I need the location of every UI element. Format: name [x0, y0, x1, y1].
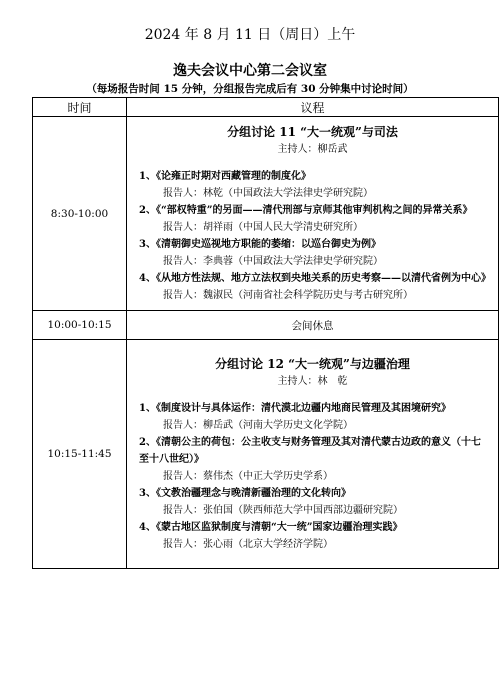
col-header-time: 时间 — [33, 98, 127, 117]
session-agenda — [127, 117, 499, 311]
session-agenda — [127, 340, 499, 569]
paper-presenter: 报告人：胡祥雨（中国人民大学清史研究所） — [163, 222, 363, 233]
paper-title: 3、《清朝御史巡视地方职能的萎缩：以巡台御史为例》 — [139, 239, 381, 250]
session-title: 分组讨论 11 “大一统观”与司法 — [227, 125, 398, 139]
venue-heading: 逸夫会议中心第二会议室 — [173, 63, 327, 79]
paper-presenter: 报告人：魏淑民（河南省社会科学院历史与考古研究所） — [163, 290, 413, 301]
paper-presenter: 报告人：李典蓉（中国政法大学法律史学研究院） — [163, 256, 383, 267]
paper-title: 4、《蒙古地区监狱制度与清朝“大一统”国家边疆治理实践》 — [139, 522, 403, 533]
break-time: 10:00-10:15 — [33, 311, 127, 340]
timing-note: （每场报告时间 15 分钟，分组报告完成后有 30 分钟集中讨论时间） — [86, 83, 414, 95]
session-title: 分组讨论 12 “大一统观”与边疆治理 — [215, 357, 410, 371]
paper-title: 4、《从地方性法规、地方立法权到央地关系的历史考察——以清代省例为中心》 — [139, 273, 491, 284]
col-header-agenda: 议程 — [127, 98, 499, 117]
paper-presenter: 报告人：柳岳武（河南大学历史文化学院） — [163, 420, 353, 431]
break-row — [33, 311, 499, 340]
paper-title: 2、《“部权特重”的另面——清代刑部与京师其他审判机构之间的异常关系》 — [139, 205, 473, 216]
paper-presenter: 报告人：张心雨（北京大学经济学院） — [163, 539, 333, 550]
session-row — [33, 340, 499, 569]
session-row — [33, 117, 499, 311]
break-label: 会间休息 — [127, 311, 499, 340]
session-host: 主持人：林 乾 — [277, 376, 348, 387]
paper-presenter: 报告人：蔡伟杰（中正大学历史学系） — [163, 471, 333, 482]
paper-title: 1、《制度设计与具体运作：清代漠北边疆内地商民管理及其困境研究》 — [139, 403, 451, 414]
date-heading: 2024 年 8 月 11 日（周日）上午 — [144, 27, 356, 43]
session-time: 8:30-10:00 — [33, 117, 127, 311]
table-header-row — [33, 98, 499, 117]
schedule-table — [32, 97, 499, 569]
session-time: 10:15-11:45 — [33, 340, 127, 569]
session-host: 主持人：柳岳武 — [277, 144, 348, 155]
paper-presenter: 报告人：林乾（中国政法大学法律史学研究院） — [163, 188, 373, 199]
paper-title: 3、《文教治疆理念与晚清新疆治理的文化转向》 — [139, 488, 351, 499]
paper-title: 2、《清朝公主的荷包：公主收支与财务管理及其对清代蒙古边政的意义（十七至十八世纪）》 — [139, 437, 481, 465]
paper-presenter: 报告人：张伯国（陕西师范大学中国西部边疆研究院） — [163, 505, 403, 516]
paper-title: 1、《论雍正时期对西藏管理的制度化》 — [139, 171, 311, 182]
